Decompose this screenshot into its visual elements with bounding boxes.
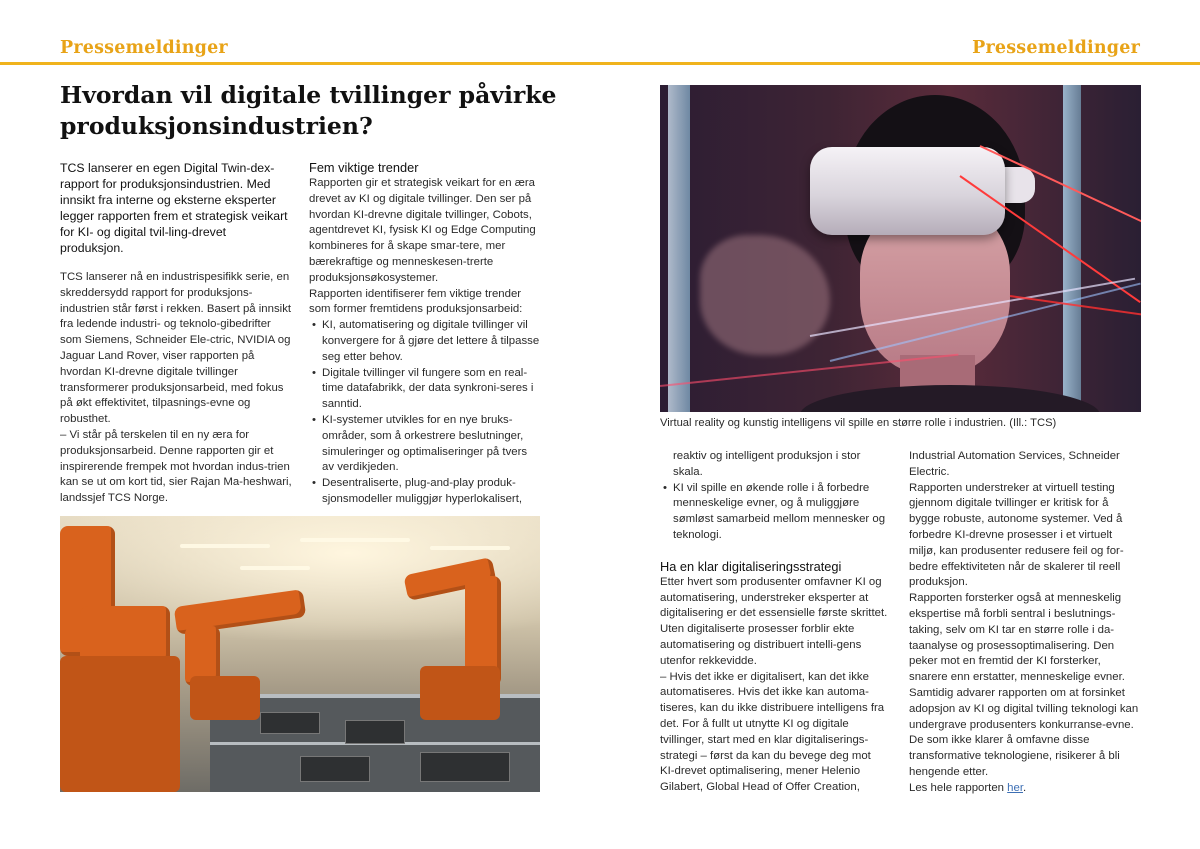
- text-column-2: [309, 160, 542, 508]
- strategy-quote-continued: Industrial Automation Services, Schneider Electric.: [909, 450, 1120, 478]
- expertise-paragraph: Rapporten forsterker også at menneskelig ekspertise må forbli sentral i beslutnings-taking, selv om KI tar en større rolle i da-taanalyse og prosessoptimalisering. Den peker mot en fremtid der KI forsterker, snarere enn erstatter, menneskelige evner. Samtidig advarer rapporten om at forsinket adopsjon av KI og digital tvilling teknologi kan undergrave produsenters konkurranse-evne. De som ikke klarer å omfavne disse transformative teknologiene, risikerer å bli hengende etter.: [909, 592, 1139, 778]
- text-column-4: [909, 449, 1141, 797]
- intro-paragraph: TCS lanserer nå en industrispesifikk serie, en skreddersydd rapport for produksjons-industrien står først i rekken. Basert på innsikt fra ledende industri- og teknolo-gibedrifter som Siemens, Schneider Ele-ctric, NVIDIA og Jaguar Land Rover, viser rapporten på hvordan KI-drevne digitale tvillinger transformerer produksjonsarbeid, med fokus på økt effektivitet, tilpasnings-evne og robusthet.: [60, 271, 292, 426]
- trends-list: [309, 318, 542, 508]
- read-more-prefix: Les hele rapporten: [909, 781, 1008, 794]
- trends-heading: Fem viktige trender: [309, 160, 419, 175]
- strategy-quote: – Hvis det ikke er digitalisert, kan det ikke automatiseres. Hvis det ikke kan automa-tiseres, kan du ikke distribuere intelligens fra det. For å fullt ut utnytte KI og digitale tvillinger, start med en klar digitaliserings-strategi – først da kan du bevege deg mot KI-drevet optimalisering, mener Helenio Gilabert, Global Head of Offer Creation,: [660, 670, 885, 794]
- industrial-robot-arms-photo: [60, 516, 540, 792]
- section-label-right: Pressemeldinger: [972, 38, 1140, 58]
- trend-item: • KI, automatisering og digitale tvillinger vil konvergere for å gjøre det lettere å tilpasse seg etter behov.: [322, 318, 542, 365]
- quote-paragraph: – Vi står på terskelen til en ny æra for produksjonsarbeid. Denne rapporten gir et inspirerende frempek mot hvordan indus-trien kan se ut om kort tid, sier Rajan Ma-heshwari, landssjef TCS Norge.: [60, 428, 292, 505]
- report-link[interactable]: her: [1007, 781, 1023, 794]
- text-column-1: [60, 160, 292, 507]
- read-more-suffix: .: [1023, 781, 1027, 794]
- vr-headset-person-photo: [660, 85, 1141, 412]
- header-rule: [0, 62, 1200, 65]
- trend-item: • KI-systemer utvikles for en nye bruks-områder, som å orkestrere beslutninger, simuleringer og optimaliseringer på tvers av verdikjeden.: [322, 413, 542, 476]
- trend-item: • KI vil spille en økende rolle i å forbedre menneskelige evner, og å muliggjøre sømløst samarbeid mellom mennesker og teknologi.: [673, 481, 888, 544]
- trend-item: • Desentraliserte, plug-and-play produk-sjonsmodeller muliggjør hyperlokalisert,: [322, 476, 542, 508]
- section-label-left: Pressemeldinger: [60, 38, 228, 58]
- trend-item: • Digitale tvillinger vil fungere som en real-time datafabrikk, der data synkroni-seres i sanntid.: [322, 366, 542, 413]
- trend-item-continued: reaktiv og intelligent produksjon i stor skala.: [673, 450, 861, 478]
- article-lead: TCS lanserer en egen Digital Twin-dex-rapport for produksjonsindustrien. Med innsikt fra interne og eksterne eksperter legger rapporten frem et strategisk veikart for KI- og digital tvil-ling-drevet produksjon.: [60, 161, 288, 255]
- strategy-heading: Ha en klar digitaliseringsstrategi: [660, 558, 842, 574]
- read-more: [909, 781, 1141, 797]
- text-column-3: [660, 449, 888, 796]
- vr-photo-caption: Virtual reality og kunstig intelligens vil spille en større rolle i industrien. (Ill.: TCS): [660, 417, 1057, 429]
- trends-lead: Rapporten identifiserer fem viktige trender som former fremtidens produksjonsarbeid:: [309, 287, 523, 316]
- strategy-paragraph: Etter hvert som produsenter omfavner KI og automatisering, understreker eksperter at digitalisering er det essensielle første skrittet. Uten digitaliserte prosesser forblir ekte automatisering og distribuert intelli-gens utenfor rekkevidde.: [660, 575, 888, 667]
- trends-list-continued: [660, 481, 888, 544]
- article-headline: Hvordan vil digitale tvillinger påvirke produksjonsindustrien?: [60, 81, 557, 140]
- trends-intro: Rapporten gir et strategisk veikart for en æra drevet av KI og digitale tvillinger. Den ser på hvordan KI-drevne digitale tvillinger, Cobots, agentdrevet KI, fysisk KI og Edge Computing kombineres for å skape smar-tere, mer bærekraftige og menneskesen-trerte produksjonsøkosystemer.: [309, 177, 536, 284]
- testing-paragraph: Rapporten understreker at virtuell testing gjennom digitale tvillinger er kritisk for å bygge robuste, autonome systemer. Ved å forbedre KI-drevne prosesser i et virtuelt miljø, kan produsenter redusere feil og for-bedre effektiviteten når de skalerer til reell produksjon.: [909, 481, 1124, 589]
